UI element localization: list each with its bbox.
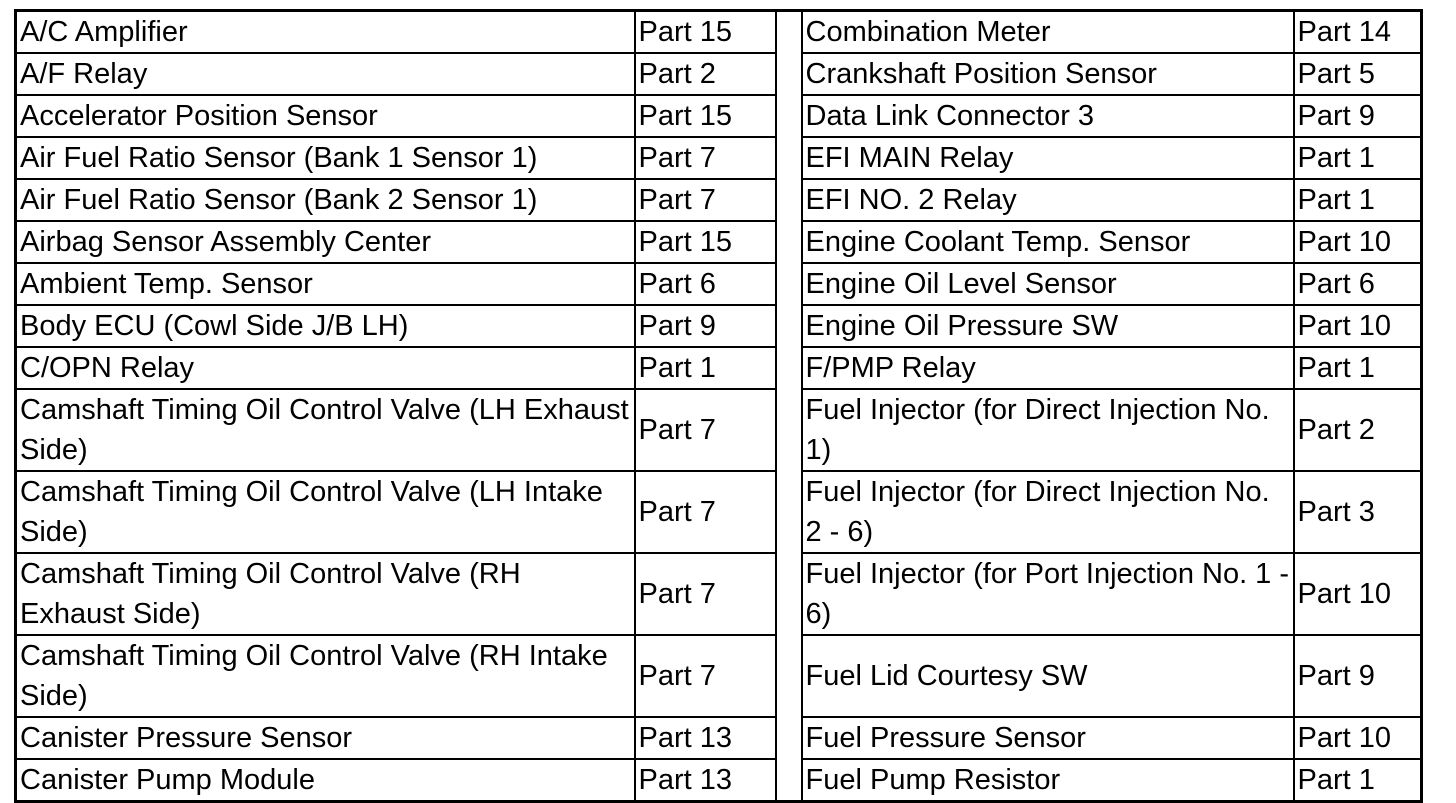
table-row	[16, 137, 1422, 179]
component-name-left: Air Fuel Ratio Sensor (Bank 1 Sensor 1)	[16, 137, 635, 179]
part-ref-right: Part 10	[1294, 221, 1422, 263]
component-name-left: A/C Amplifier	[16, 11, 635, 54]
part-ref-left: Part 7	[635, 389, 776, 471]
column-gap	[776, 137, 802, 179]
component-index-table	[14, 9, 1423, 803]
component-name-left: Accelerator Position Sensor	[16, 95, 635, 137]
table-row	[16, 389, 1422, 471]
part-ref-left: Part 15	[635, 11, 776, 54]
part-ref-left: Part 15	[635, 221, 776, 263]
column-gap	[776, 759, 802, 802]
component-name-right: Fuel Lid Courtesy SW	[802, 635, 1294, 717]
part-ref-right: Part 1	[1294, 137, 1422, 179]
column-gap	[776, 389, 802, 471]
part-ref-right: Part 3	[1294, 471, 1422, 553]
part-ref-right: Part 1	[1294, 179, 1422, 221]
part-ref-left: Part 6	[635, 263, 776, 305]
table-row	[16, 263, 1422, 305]
part-ref-right: Part 1	[1294, 759, 1422, 802]
component-name-left: Body ECU (Cowl Side J/B LH)	[16, 305, 635, 347]
part-ref-left: Part 7	[635, 471, 776, 553]
part-ref-right: Part 9	[1294, 635, 1422, 717]
component-name-right: Engine Coolant Temp. Sensor	[802, 221, 1294, 263]
table-row	[16, 717, 1422, 759]
component-name-left: Camshaft Timing Oil Control Valve (RH Intake Side)	[16, 635, 635, 717]
part-ref-left: Part 1	[635, 347, 776, 389]
column-gap	[776, 347, 802, 389]
part-ref-left: Part 15	[635, 95, 776, 137]
component-name-right: Fuel Pressure Sensor	[802, 717, 1294, 759]
part-ref-right: Part 14	[1294, 11, 1422, 54]
part-ref-right: Part 5	[1294, 53, 1422, 95]
table-row	[16, 471, 1422, 553]
part-ref-left: Part 7	[635, 553, 776, 635]
part-ref-left: Part 2	[635, 53, 776, 95]
column-gap	[776, 553, 802, 635]
column-gap	[776, 717, 802, 759]
column-gap	[776, 11, 802, 54]
part-ref-right: Part 10	[1294, 305, 1422, 347]
table-body	[16, 11, 1422, 802]
column-gap	[776, 471, 802, 553]
table-row	[16, 553, 1422, 635]
part-ref-left: Part 13	[635, 759, 776, 802]
column-gap	[776, 95, 802, 137]
table-row	[16, 759, 1422, 802]
table-row	[16, 305, 1422, 347]
component-name-left: A/F Relay	[16, 53, 635, 95]
column-gap	[776, 635, 802, 717]
component-name-left: Camshaft Timing Oil Control Valve (LH Intake Side)	[16, 471, 635, 553]
table-row	[16, 11, 1422, 54]
component-name-right: Combination Meter	[802, 11, 1294, 54]
table-row	[16, 179, 1422, 221]
table-row	[16, 635, 1422, 717]
component-name-right: EFI NO. 2 Relay	[802, 179, 1294, 221]
table-row	[16, 95, 1422, 137]
part-ref-left: Part 7	[635, 635, 776, 717]
part-ref-right: Part 10	[1294, 553, 1422, 635]
component-name-right: F/PMP Relay	[802, 347, 1294, 389]
component-name-left: Air Fuel Ratio Sensor (Bank 2 Sensor 1)	[16, 179, 635, 221]
part-ref-left: Part 13	[635, 717, 776, 759]
part-ref-right: Part 9	[1294, 95, 1422, 137]
component-name-right: Crankshaft Position Sensor	[802, 53, 1294, 95]
part-ref-right: Part 1	[1294, 347, 1422, 389]
component-name-right: Engine Oil Pressure SW	[802, 305, 1294, 347]
part-ref-right: Part 6	[1294, 263, 1422, 305]
component-name-right: Fuel Injector (for Direct Injection No. 2 - 6)	[802, 471, 1294, 553]
component-name-right: Fuel Injector (for Direct Injection No. 1)	[802, 389, 1294, 471]
part-ref-left: Part 7	[635, 179, 776, 221]
column-gap	[776, 263, 802, 305]
component-name-left: Camshaft Timing Oil Control Valve (LH Exhaust Side)	[16, 389, 635, 471]
component-name-right: Engine Oil Level Sensor	[802, 263, 1294, 305]
table-row	[16, 53, 1422, 95]
component-name-left: C/OPN Relay	[16, 347, 635, 389]
column-gap	[776, 179, 802, 221]
column-gap	[776, 305, 802, 347]
component-name-right: Fuel Injector (for Port Injection No. 1 - 6)	[802, 553, 1294, 635]
part-ref-left: Part 9	[635, 305, 776, 347]
component-name-left: Canister Pump Module	[16, 759, 635, 802]
table-row	[16, 347, 1422, 389]
component-name-left: Ambient Temp. Sensor	[16, 263, 635, 305]
component-name-left: Camshaft Timing Oil Control Valve (RH Exhaust Side)	[16, 553, 635, 635]
table-row	[16, 221, 1422, 263]
component-name-left: Airbag Sensor Assembly Center	[16, 221, 635, 263]
part-ref-left: Part 7	[635, 137, 776, 179]
component-name-right: Fuel Pump Resistor	[802, 759, 1294, 802]
component-name-left: Canister Pressure Sensor	[16, 717, 635, 759]
column-gap	[776, 53, 802, 95]
part-ref-right: Part 2	[1294, 389, 1422, 471]
column-gap	[776, 221, 802, 263]
component-name-right: Data Link Connector 3	[802, 95, 1294, 137]
component-name-right: EFI MAIN Relay	[802, 137, 1294, 179]
part-ref-right: Part 10	[1294, 717, 1422, 759]
